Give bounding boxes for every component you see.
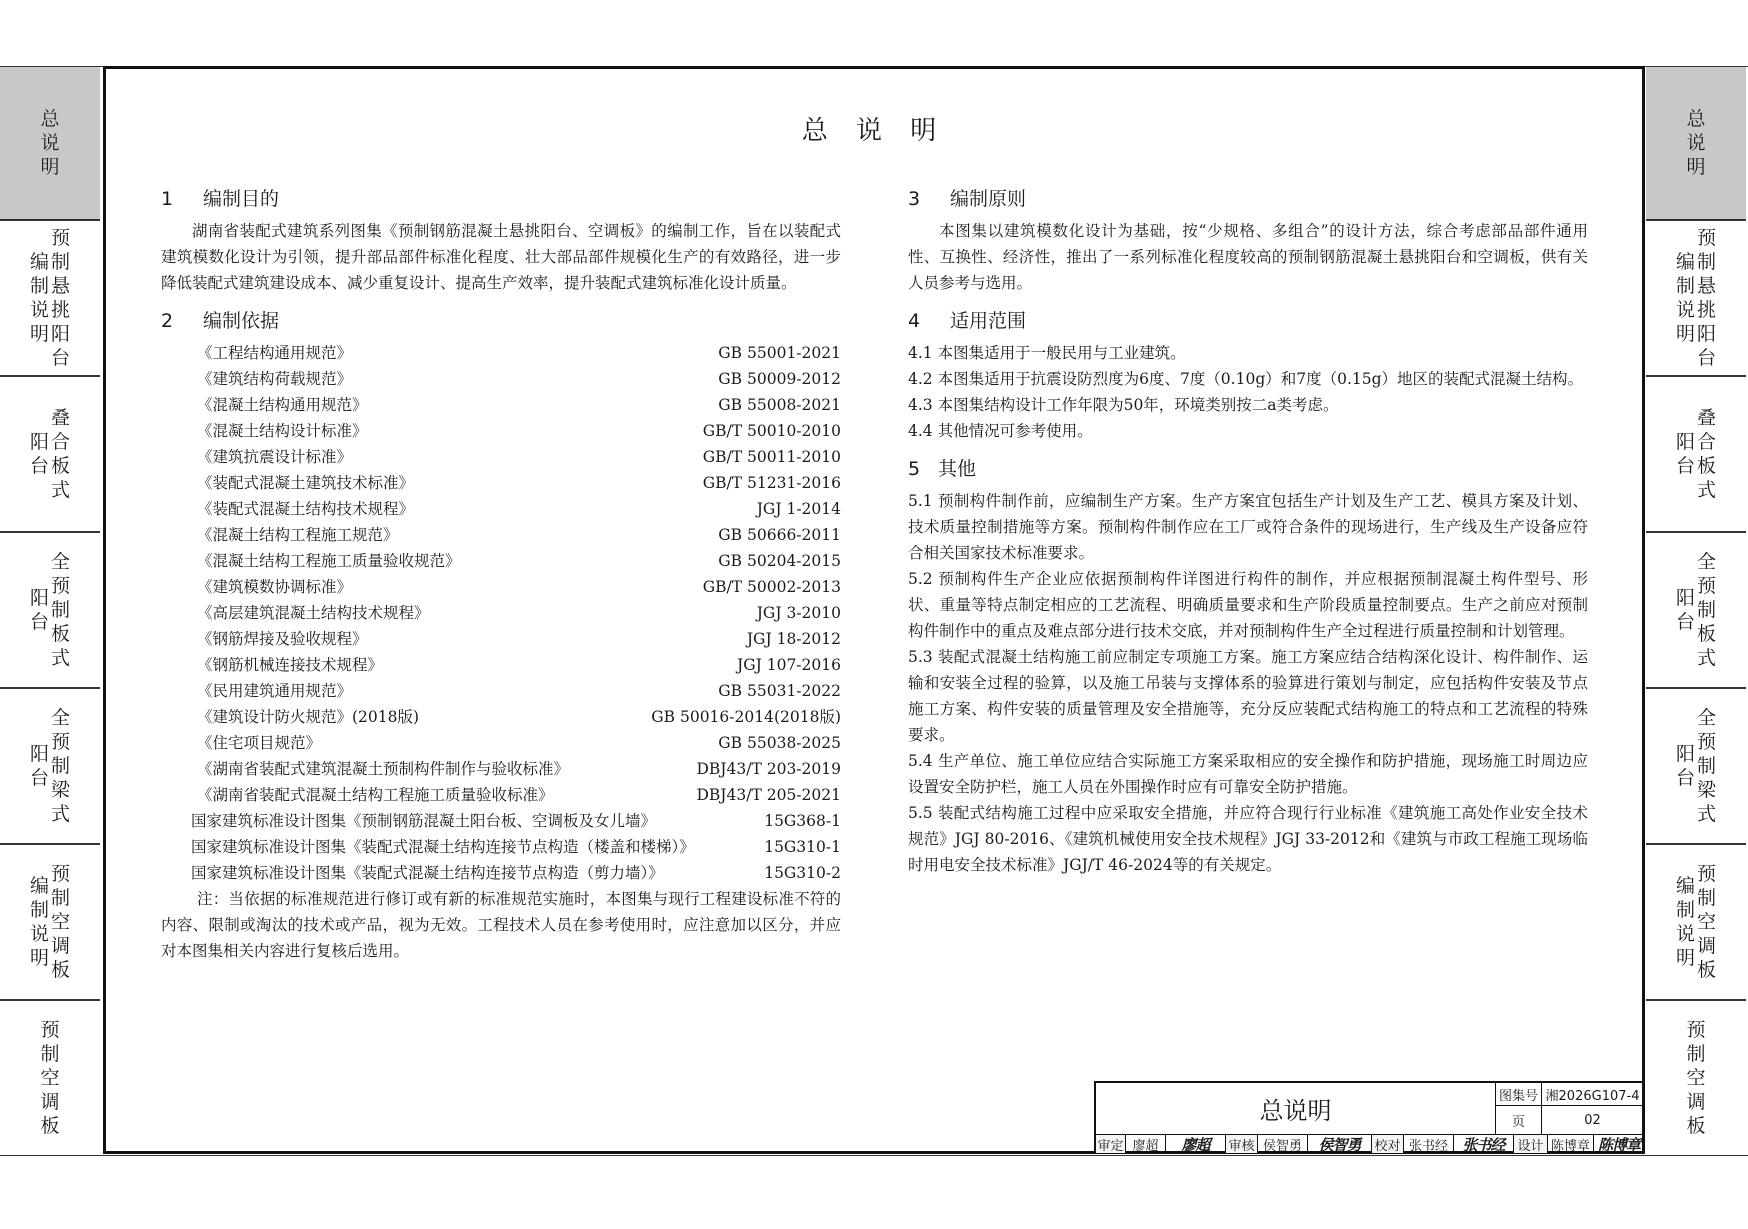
section-2-heading	[161, 306, 841, 336]
reference-row	[161, 782, 841, 808]
reference-row	[161, 626, 841, 652]
tab-char: 说	[29, 299, 49, 321]
tab-label-column	[51, 706, 70, 826]
reference-row	[161, 678, 841, 704]
tab-char: 板	[1697, 623, 1717, 645]
reference-code: JGJ 1-2014	[756, 500, 841, 518]
atlas-name: 国家建筑标准设计图集《装配式混凝土结构连接节点构造（剪力墙）》	[191, 864, 664, 882]
left-tab-4[interactable]	[0, 532, 100, 688]
page-number: 02	[1542, 1106, 1644, 1135]
right-tab-2[interactable]	[1646, 220, 1746, 376]
tab-char: 阳	[1675, 587, 1695, 609]
atlas-row	[161, 834, 841, 860]
reference-row	[161, 522, 841, 548]
tab-char: 叠	[51, 407, 71, 429]
tab-label-column	[1697, 862, 1716, 982]
tab-char: 阳	[51, 323, 71, 345]
tab-char: 说	[1675, 923, 1695, 945]
tab-char: 制	[29, 899, 49, 921]
section-4-heading	[908, 306, 1588, 336]
section5-item: 5.1 预制构件制作前，应编制生产方案。生产方案宜包括生产计划及生产工艺、模具方案及计划、技术质量控制措施等方案。预制构件制作应在工厂或符合条件的现场进行，生产线及生产设备应符合相关国家技术标准要求。	[908, 492, 1588, 562]
tab-char: 板	[51, 455, 71, 477]
left-column	[161, 184, 841, 964]
tab-char: 合	[51, 431, 71, 453]
section5-item: 5.2 预制构件生产企业应依据预制构件详图进行构件的制作，并应根据预制混凝土构件型号、形状、重量等特点制定相应的工艺流程、明确质量要求和生产阶段质量控制要点。生产之前应对预制构件制作中的重点及难点部分进行技术交底，并对预制构件生产全过程进行质量控制和计划管理。	[908, 570, 1588, 640]
section-number: 3	[908, 188, 921, 210]
tab-label-column	[30, 874, 49, 970]
reference-name: 《建筑结构荷载规范》	[197, 370, 353, 388]
section5-item: 5.5 装配式结构施工过程中应采取安全措施，并应符合现行行业标准《建筑施工高处作业安全技术规范》JGJ 80-2016、《建筑机械使用安全技术规程》JGJ 33-2012和《建筑与市政工程施工现场临时用电安全技术标准》JGJ/T 46-2024等的有关规定。	[908, 804, 1588, 874]
reference-row	[161, 496, 841, 522]
tab-char: 式	[51, 479, 71, 501]
tab-char: 悬	[1697, 275, 1717, 297]
tab-char: 预	[51, 863, 71, 885]
tab-char: 制	[1686, 1043, 1706, 1065]
tab-char: 叠	[1697, 407, 1717, 429]
atlas-row	[161, 860, 841, 886]
tab-char: 台	[1675, 611, 1695, 633]
reference-row	[161, 366, 841, 392]
tab-label-column	[1676, 250, 1695, 346]
tab-char: 制	[1697, 755, 1717, 777]
section-number: 4	[908, 310, 921, 332]
atlas-label: 图集号	[1496, 1083, 1542, 1106]
section-number: 2	[161, 310, 174, 332]
left-tab-strip	[0, 66, 102, 1156]
reference-code: GB 55038-2025	[718, 734, 841, 752]
reference-code: JGJ 18-2012	[746, 630, 841, 648]
tab-char: 台	[51, 347, 71, 369]
section4-item: 4.1 本图集适用于一般民用与工业建筑。	[908, 344, 1186, 362]
tab-char: 式	[51, 647, 71, 669]
reference-name: 《民用建筑通用规范》	[197, 682, 353, 700]
tab-char: 明	[29, 947, 49, 969]
tab-char: 预	[40, 1019, 60, 1041]
tab-char: 说	[1686, 132, 1706, 154]
tab-char: 编	[29, 251, 49, 273]
reference-name: 《钢筋机械连接技术规程》	[197, 656, 384, 674]
tab-label-column	[30, 430, 49, 478]
tab-char: 制	[1675, 275, 1695, 297]
tab-char: 全	[1697, 551, 1717, 573]
reference-code: GB/T 50002-2013	[702, 578, 841, 596]
tab-label-column	[1697, 706, 1716, 826]
tab-char: 台	[1697, 347, 1717, 369]
reference-code: DBJ43/T 205-2021	[696, 786, 841, 804]
tab-label-column	[30, 586, 49, 634]
tab-char: 空	[51, 911, 71, 933]
tab-char: 悬	[51, 275, 71, 297]
reference-code: GB 50666-2011	[718, 526, 841, 544]
tab-char: 制	[1697, 251, 1717, 273]
tab-char: 预	[51, 227, 71, 249]
check-name: 侯智勇	[1258, 1135, 1308, 1153]
tab-char: 制	[29, 275, 49, 297]
reference-name: 《建筑设计防火规范》(2018版)	[197, 708, 420, 726]
reference-row	[161, 548, 841, 574]
tab-char: 空	[40, 1067, 60, 1089]
tab-char: 台	[29, 455, 49, 477]
reference-name: 《混凝土结构设计标准》	[197, 422, 368, 440]
review-label: 审定	[1096, 1135, 1126, 1153]
tab-label-column	[51, 406, 70, 502]
section-title: 编制依据	[203, 310, 280, 332]
review-name: 廖超	[1126, 1135, 1166, 1153]
reference-name: 《混凝土结构工程施工质量验收规范》	[197, 552, 461, 570]
right-tab-3[interactable]	[1646, 376, 1746, 532]
section-number: 1	[161, 188, 174, 210]
section4-item: 4.4 其他情况可参考使用。	[908, 422, 1093, 440]
review-signature	[1166, 1135, 1226, 1153]
tab-char: 制	[51, 599, 71, 621]
reference-code: GB 50016-2014(2018版)	[651, 708, 841, 726]
reference-code: GB 50009-2012	[718, 370, 841, 388]
tab-char: 板	[51, 623, 71, 645]
reference-code: JGJ 107-2016	[736, 656, 841, 674]
reference-note: 注：当依据的标准规范进行修订或有新的标准规范实施时，本图集与现行工程建设标准不符的内容、限制或淘汰的技术或产品，视为无效。工程技术人员在参考使用时，应注意加以区分，并应对本图集相关内容进行复核后选用。	[161, 890, 841, 960]
tab-char: 制	[51, 755, 71, 777]
tab-char: 空	[1686, 1067, 1706, 1089]
tab-label-column	[1697, 550, 1716, 670]
right-tab-strip	[1646, 66, 1748, 1156]
section-1-text: 湖南省装配式建筑系列图集《预制钢筋混凝土悬挑阳台、空调板》的编制工作，旨在以装配式建筑模数化设计为引领，提升部品部件标准化程度、壮大部品部件规模化生产的有效路径，进一步降低装配式建筑建设成本、减少重复设计、提高生产效率，提升装配式建筑标准化设计质量。	[161, 222, 841, 292]
tab-char: 式	[1697, 803, 1717, 825]
left-tab-5[interactable]	[0, 688, 100, 844]
reference-code: GB/T 51231-2016	[702, 474, 841, 492]
tab-char: 预	[1697, 863, 1717, 885]
reference-list	[161, 340, 841, 808]
reference-name: 《钢筋焊接及验收规程》	[197, 630, 368, 648]
reference-code: GB/T 50010-2010	[702, 422, 841, 440]
section5-item: 5.4 生产单位、施工单位应结合实际施工方案采取相应的安全操作和防护措施，现场施工时周边应设置安全防护栏，施工人员在外围操作时应有可靠安全防护措施。	[908, 752, 1588, 796]
tab-char: 说	[40, 132, 60, 154]
reference-code: GB 50204-2015	[718, 552, 841, 570]
section-title: 编制目的	[203, 188, 280, 210]
bottom-rule	[0, 1155, 1748, 1156]
reference-code: GB 55001-2021	[718, 344, 841, 362]
tab-char: 调	[51, 935, 71, 957]
atlas-code: 15G310-1	[764, 838, 841, 856]
tab-char: 阳	[1675, 743, 1695, 765]
title-block	[1094, 1081, 1644, 1153]
design-name: 陈博章	[1548, 1135, 1594, 1153]
tab-char: 全	[51, 551, 71, 573]
proof-name: 张书经	[1404, 1135, 1454, 1153]
reference-name: 《湖南省装配式混凝土结构工程施工质量验收标准》	[197, 786, 554, 804]
tab-char: 空	[1697, 911, 1717, 933]
tab-char: 说	[29, 923, 49, 945]
reference-row	[161, 730, 841, 756]
reference-row	[161, 574, 841, 600]
section4-item: 4.3 本图集结构设计工作年限为50年，环境类别按二a类考虑。	[908, 396, 1339, 414]
reference-name: 《装配式混凝土建筑技术标准》	[197, 474, 415, 492]
tab-char: 台	[1675, 455, 1695, 477]
tab-char: 调	[1686, 1091, 1706, 1113]
proof-signature	[1454, 1135, 1514, 1153]
reference-name: 《工程结构通用规范》	[197, 344, 353, 362]
tab-label-column	[51, 226, 70, 370]
reference-row	[161, 704, 841, 730]
section-title: 其他	[938, 458, 977, 480]
section-number: 5	[908, 458, 921, 480]
tab-char: 合	[1697, 431, 1717, 453]
reference-code: JGJ 3-2010	[756, 604, 841, 622]
tab-char: 梁	[51, 779, 71, 801]
tab-char: 调	[40, 1091, 60, 1113]
reference-code: DBJ43/T 203-2019	[696, 760, 841, 778]
tab-label-column	[30, 742, 49, 790]
tab-char: 板	[1686, 1115, 1706, 1137]
reference-name: 《住宅项目规范》	[197, 734, 322, 752]
tab-char: 编	[1675, 875, 1695, 897]
atlas-row	[161, 808, 841, 834]
section-title: 编制原则	[950, 188, 1027, 210]
tab-char: 预	[51, 731, 71, 753]
section-3-heading	[908, 184, 1588, 214]
tab-char: 制	[1697, 887, 1717, 909]
tab-char: 明	[40, 156, 60, 178]
section-title: 适用范围	[950, 310, 1027, 332]
tab-char: 板	[1697, 959, 1717, 981]
tab-char: 式	[1697, 647, 1717, 669]
tab-label-column	[1676, 430, 1695, 478]
review-signature-text: 廖超	[1181, 1135, 1210, 1154]
tab-char: 明	[1686, 156, 1706, 178]
reference-code: GB/T 50011-2010	[702, 448, 841, 466]
tab-label-column	[1676, 874, 1695, 970]
reference-code: GB 55031-2022	[718, 682, 841, 700]
tab-char: 预	[1697, 575, 1717, 597]
tab-char: 制	[51, 251, 71, 273]
tab-label-column	[30, 250, 49, 346]
reference-row	[161, 418, 841, 444]
design-signature	[1594, 1135, 1644, 1153]
right-tab-5[interactable]	[1646, 688, 1746, 844]
right-tab-6[interactable]	[1646, 844, 1746, 1000]
reference-name: 《装配式混凝土结构技术规程》	[197, 500, 415, 518]
reference-name: 《建筑模数协调标准》	[197, 578, 353, 596]
proof-label: 校对	[1372, 1135, 1404, 1153]
atlas-name: 国家建筑标准设计图集《装配式混凝土结构连接节点构造（楼盖和楼梯）》	[191, 838, 695, 856]
proof-signature-text: 张书经	[1462, 1135, 1505, 1154]
section-4-items	[908, 340, 1588, 444]
reference-name: 《混凝土结构工程施工规范》	[197, 526, 399, 544]
tab-char: 说	[1675, 299, 1695, 321]
tab-label-column	[1676, 586, 1695, 634]
section-5-items	[908, 488, 1588, 878]
tab-char: 阳	[1697, 323, 1717, 345]
atlas-code: 15G310-2	[764, 864, 841, 882]
tab-char: 制	[51, 887, 71, 909]
reference-name: 《混凝土结构通用规范》	[197, 396, 368, 414]
tab-char: 梁	[1697, 779, 1717, 801]
tab-char: 台	[1675, 767, 1695, 789]
reference-row	[161, 340, 841, 366]
check-label: 审核	[1226, 1135, 1258, 1153]
left-tab-7[interactable]	[0, 1000, 100, 1156]
atlas-number: 湘2026G107-4	[1542, 1083, 1644, 1106]
design-signature-text: 陈博章	[1597, 1135, 1640, 1154]
reference-name: 《建筑抗震设计标准》	[197, 448, 353, 466]
section4-item: 4.2 本图集适用于抗震设防烈度为6度、7度（0.10g）和7度（0.15g）地区的装配式混凝土结构。	[908, 370, 1584, 388]
tab-char: 预	[51, 575, 71, 597]
section5-item: 5.3 装配式混凝土结构施工前应制定专项施工方案。施工方案应结合结构深化设计、构件制作、运输和安装全过程的验算，以及施工吊装与支撑体系的验算进行策划与制定，应包括构件安装及节点施工方案、构件安装的质量管理及安全措施等，充分反应装配式结构施工的特点和工艺流程的特殊要求。	[908, 648, 1588, 744]
tab-char: 阳	[29, 431, 49, 453]
tab-char: 总	[40, 108, 60, 130]
tab-char: 制	[1675, 899, 1695, 921]
reference-code: GB 55008-2021	[718, 396, 841, 414]
tab-char: 阳	[29, 743, 49, 765]
check-signature-text: 侯智勇	[1318, 1135, 1361, 1154]
reference-row	[161, 470, 841, 496]
tab-label-column	[1697, 406, 1716, 502]
right-tab-7[interactable]	[1646, 1000, 1746, 1156]
tab-char: 台	[29, 767, 49, 789]
tab-char: 阳	[29, 587, 49, 609]
page-label: 页	[1496, 1106, 1542, 1135]
reference-row	[161, 652, 841, 678]
tab-char: 全	[51, 707, 71, 729]
title-block-title: 总说明	[1096, 1083, 1496, 1135]
section-1-heading	[161, 184, 841, 214]
right-tab-4[interactable]	[1646, 532, 1746, 688]
design-label: 设计	[1514, 1135, 1548, 1153]
reference-row	[161, 600, 841, 626]
tab-char: 阳	[1675, 431, 1695, 453]
tab-char: 调	[1697, 935, 1717, 957]
tab-char: 预	[1697, 731, 1717, 753]
tab-char: 式	[51, 803, 71, 825]
left-tab-2[interactable]	[0, 220, 100, 376]
reference-name: 《高层建筑混凝土结构技术规程》	[197, 604, 430, 622]
tab-char: 预	[1697, 227, 1717, 249]
tab-char: 板	[1697, 455, 1717, 477]
left-tab-6[interactable]	[0, 844, 100, 1000]
reference-row	[161, 756, 841, 782]
right-column	[908, 184, 1588, 878]
reference-row	[161, 444, 841, 470]
left-tab-3[interactable]	[0, 376, 100, 532]
section-5-heading	[908, 454, 1588, 484]
tab-char: 预	[1686, 1019, 1706, 1041]
atlas-name: 国家建筑标准设计图集《预制钢筋混凝土阳台板、空调板及女儿墙》	[191, 812, 657, 830]
tab-char: 制	[40, 1043, 60, 1065]
tab-label-column	[40, 1018, 59, 1138]
tab-label-column	[1697, 226, 1716, 370]
reference-row	[161, 392, 841, 418]
page-title: 总 说 明	[801, 116, 947, 146]
tab-char: 挑	[1697, 299, 1717, 321]
tab-char: 板	[40, 1115, 60, 1137]
tab-char: 明	[1675, 947, 1695, 969]
tab-char: 制	[1697, 599, 1717, 621]
tab-label-column	[1676, 742, 1695, 790]
tab-char: 挑	[51, 299, 71, 321]
reference-name: 《湖南省装配式建筑混凝土预制构件制作与验收标准》	[197, 760, 570, 778]
tab-label-column	[51, 862, 70, 982]
check-signature	[1308, 1135, 1372, 1153]
tab-label-column	[1686, 1018, 1705, 1138]
tab-char: 明	[1675, 323, 1695, 345]
tab-char: 编	[29, 875, 49, 897]
tab-label-column	[51, 550, 70, 670]
atlas-list	[161, 808, 841, 886]
atlas-code: 15G368-1	[764, 812, 841, 830]
tab-char: 式	[1697, 479, 1717, 501]
tab-char: 板	[51, 959, 71, 981]
tab-char: 全	[1697, 707, 1717, 729]
section-3-text: 本图集以建筑模数化设计为基础，按“少规格、多组合”的设计方法，综合考虑部品部件通用性、互换性、经济性，推出了一系列标准化程度较高的预制钢筋混凝土悬挑阳台和空调板，供有关人员参考与选用。	[908, 222, 1588, 292]
tab-char: 总	[1686, 108, 1706, 130]
tab-char: 明	[29, 323, 49, 345]
tab-char: 台	[29, 611, 49, 633]
tab-char: 编	[1675, 251, 1695, 273]
